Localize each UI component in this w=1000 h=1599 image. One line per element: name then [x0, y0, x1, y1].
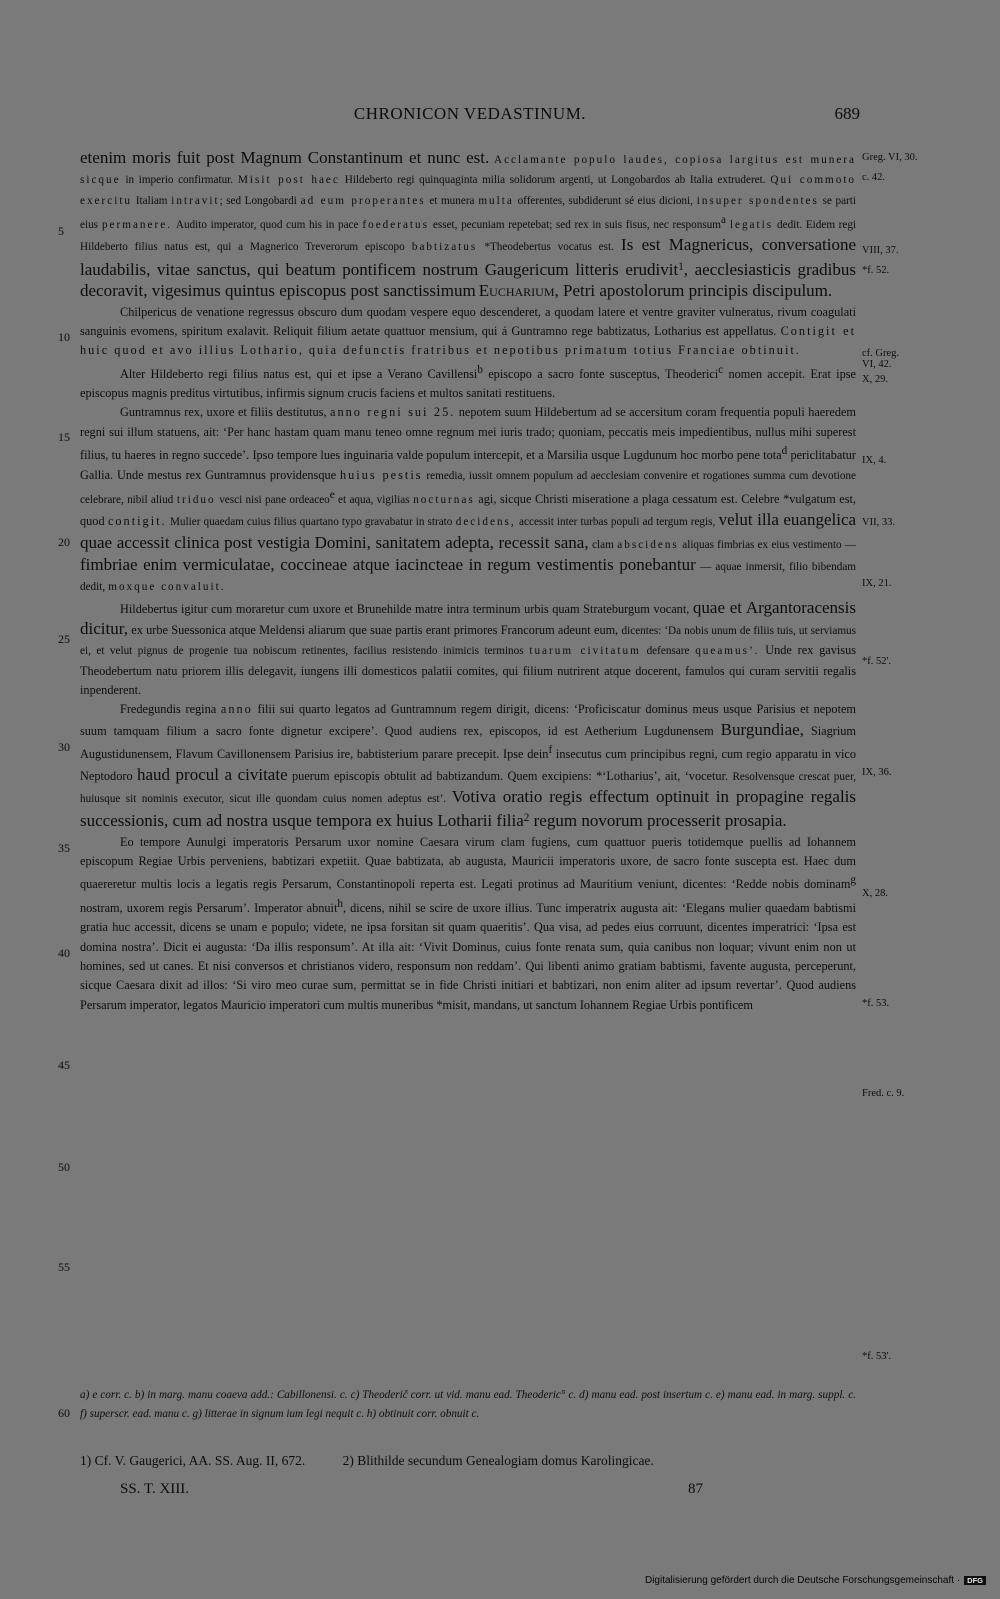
margin-ref: IX, 4.	[862, 455, 887, 466]
margin-ref: VI, 42.	[862, 359, 892, 370]
line-number: 60	[58, 1406, 70, 1420]
margin-ref: c. 42.	[862, 172, 886, 183]
line-number: 15	[58, 430, 70, 444]
margin-ref: VII, 33.	[862, 517, 895, 528]
page-number: 689	[834, 104, 860, 123]
paragraph-7: Eo tempore Aunulgi imperatoris Persarum uxor nomine Caesara virum clam fugiens, cum quattuor pueris totidemque puellis ad Iohannem episcopum Regiae Urbis perveniens, babtizari expetiit. Quae babtizata, ab augusta, Mauricii imperatoris uxore, de sacro fonte suscepta est. Haec dum quaereretur multis locis a legatis regis Persarum, Constantinopoli reperta est. Legati protinus ad Mauritium veniunt, dicentes: ‘Redde nobis dominam$^g$ nostram, uxorem regis Persarum’. Imperator abnuit$^h$, dicens, nihil se scire de uxore illius. Tunc imperatrix augusta ait: ‘Elegans mulier quaedam babtismi gratia huc accessit, dicens se unam e populo; videte, ne ipsa forsitan sit quam quaeritis’. Qua visa, ad pedes eius corruunt, dicentes imperatrici: ‘Ipsa est domina nostra’. Dicit ei augusta: ‘Da illis responsum’. At illa ait: ‘Vivit Dominus, cuius fonte renata sum, quia canibus non loquar; vivunt enim non ut homines, sed ut canes. Et nisi conversos et christianos videro, responsum non reddam’. Qui libenti animo gratiam babtismi, favente augusta, perceperunt, sicque Caesara dixit ad illos: ‘Si viro meo curae sum, permittat se in fide Christi initiari et babtizari, non enim aliter ad ipsum revertar’. Quod audiens Persarum imperator, legatos Mauricio imperatori cum multis muneribus *misit, mandans, ut sanctum Iohannem Regiae Urbis pontificem	[80, 834, 856, 1012]
margin-ref: Fred. c. 9.	[862, 1088, 905, 1099]
line-number: 25	[58, 632, 70, 646]
main-text	[80, 148, 856, 1015]
line-number: 40	[58, 946, 70, 960]
line-number: 5	[58, 224, 64, 238]
line-number: 35	[58, 841, 70, 855]
margin-ref: X, 29.	[862, 374, 888, 385]
running-title: CHRONICON VEDASTINUM.	[353, 104, 587, 123]
footnote-2: 2) Blithilde secundum Genealogiam domus Karolingicae.	[342, 1453, 654, 1468]
margin-ref: *f. 52.	[862, 265, 890, 276]
digitization-credit	[645, 1575, 986, 1586]
margin-ref: IX, 36.	[862, 767, 892, 778]
paragraph-6: Fredegundis regina anno filii sui quarto legatos ad Guntramnum regem dirigit, dicens: ‘Proficiscatur dominus meus usque Parisius et nepotem suum tamquam filium a sacro fonte dignetur excipere’. Quod audiens rex, episcopos, id est Aetherium Lugdunensem Burgundiae, Siagrium Augustidunensem, Flavum Cavillonensem Parisius ire, babtisterium parare precepit. Ipse dein$^f$ insecutus cum principibus regni, cum regio apparatu in vico Neptodoro haud procul a civitate puerum episcopis obtulit ad babtizandum. Quem excipiens: *‘Lotharius’, ait, ‘vocetur. Resolvensque crescat puer, huiusque sit nominis executor, sicut ille quondam cuius nomen adeptus est’. Votiva oratio regis effectum optinuit in propagine regalis successionis, cum ad nostra usque tempora ex huius Lotharii filia$^2$ regum novorum processerit prosapia.	[80, 702, 857, 831]
paragraph-3: Alter Hildeberto regi filius natus est, qui et ipse a Verano Cavillensi$^b$ episcopo a sacro fonte susceptus, Theoderici$^c$ nomen accepit. Erat ipse episcopus magnis preditus virtutibus, infirmis signum crucis faciens et multos sanitati restituens.	[80, 363, 856, 401]
footnote-1: 1) Cf. V. Gaugerici, AA. SS. Aug. II, 672.	[80, 1453, 306, 1468]
line-number: 30	[58, 740, 70, 754]
margin-ref: cf. Greg.	[862, 348, 900, 359]
line-number: 10	[58, 330, 70, 344]
paragraph-1: etenim moris fuit post Magnum Constantinum et nunc est. Acclamante populo laudes, copiosa largitus est munera sicque in imperio confirmatur. Misit post haec Hildeberto regi quinquaginta milia solidorum argenti, ut Longobardos ab Italia extruderet. Qui commoto exercitu Italiam intravit; sed Longobardi ad eum properantes et munera multa offerentes, subdiderunt sé eius dicioni, insuper spondentes se parti eius permanere. Audito imperator, quod cum his in pace foederatus esset, pecuniam repetebat; sed rex in suis fisus, nec responsum$^a$ legatis dedit. Eidem regi Hildeberto filius natus est, qui a Magnerico Treverorum episcopo babtizatus *Theodebertus vocatus est. Is est Magnericus, conversatione laudabilis, vitae sanctus, qui beatum pontificem nostrum Gaugericum litteris erudivit$^1$, aecclesiasticis gradibus decoravit, vigesimus quintus episcopus post sanctissimum Eucharium, Petri apostolorum principis discipulum.	[80, 148, 857, 301]
dfg-logo-icon: DFG	[964, 1576, 986, 1585]
line-number: 45	[58, 1058, 70, 1072]
margin-ref: *f. 53'.	[862, 1351, 892, 1362]
paragraph-2: Chilpericus de venatione regressus obscuro dum quodam vespere equo descenderet, a quodam latere et ventre graviter vulneratus, rivum coagulati sanguinis evomens, spiritum exalavit. Reliquit filium aetate quattuor mensium, qui á Guntramno rege babtizatus, Lotharius est appellatus. Contigit et huic quod et avo illius Lothario, quia defunctis fratribus et nepotibus primatum totius Franciae obtinuit.	[80, 304, 856, 358]
running-header	[80, 104, 860, 128]
paragraph-4: Guntramnus rex, uxore et filiis destitutus, anno regni sui 25. nepotem suum Hildebertum ad se accersitum coram frequentia populi haeredem regni sui illum statuens, ait: ‘Per hanc hastam quam manu teneo omne regnum mei iuris trado; quoniam, peccatis meis impedientibus, nullus mihi superest filius, tu haeres in regno succede’. Ipso tempore lues inguinaria valde populum intercepit, et a Marsilia usque Lugdunum hoc morbo pene tota$^d$ periclitabatur Gallia. Unde mestus rex Guntramnus providensque huius pestis remedia, iussit omnem populum ad aecclesiam convenire et rogationes summa cum devotione celebrare, nibil aliud triduo vesci nisi pane ordeaceo$^e$ et aqua, vigilias nocturnas agi, sicque Christi miseratione a plaga cessatum est. Celebre *vulgatum est, quod contigit. Mulier quaedam cuius filius quartano typo gravabatur in strato decidens, accessit inter turbas populi ad tergum regis, velut illa euangelica quae accessit clinica post vestigia Domini, sanitatem adepta, recessit sana, clam abscidens aliquas fimbrias ex eius vestimento — fimbriae enim vermiculatae, coccineae atque iacincteae in regum vestimentis ponebantur — aquae inmersit, filio bibendam dedit, moxque convaluit.	[80, 405, 857, 594]
paragraph-5: Hildebertus igitur cum moraretur cum uxore et Brunehilde matre intra terminum urbis quam Strateburgum vocant, quae et Argantoracensis dicitur, ex urbe Suessonica atque Meldensi aliarum que suae partis erant primores Francorum adeunt eum, dicentes: ‘Da nobis unum de filiis tuis, ut serviamus ei, et velut pignus de progenie tua nobiscum retinentes, facilius resistendo inimicis terminos tuarum civitatum defensare queamus’. Unde rex gavisus Theodebertum natu priorem illis delegavit, iungens illi domesticos palatii comites, qui filium nutrirent atque docerent, famulos qui curam servitii regalis inpenderent.	[80, 597, 856, 698]
line-number: 20	[58, 535, 70, 549]
footnotes	[80, 1453, 856, 1469]
margin-ref: *f. 52'.	[862, 656, 892, 667]
margin-ref: Greg. VI, 30.	[862, 152, 918, 163]
line-number: 55	[58, 1260, 70, 1274]
line-number: 50	[58, 1160, 70, 1174]
sheet-number: 87	[688, 1481, 703, 1497]
margin-ref: X, 28.	[862, 888, 888, 899]
critical-apparatus: a) e corr. c. b) in marg. manu coaeva add.: Cabillonensi. c. c) Theoderič corr. ut vid. manu ead. Theoderic° c. d) manu ead. post insertum c. e) manu ead. in marg. suppl. c. f) superscr. ead. manu c. g) litterae in signum ium legi nequit c. h) obtinuit corr. obnuit c.	[80, 1389, 856, 1420]
margin-ref: *f. 53.	[862, 998, 890, 1009]
volume-signature: SS. T. XIII.	[120, 1481, 190, 1497]
margin-ref: VIII, 37.	[862, 245, 899, 256]
credit-text: Digitalisierung gefördert durch die Deutsche Forschungsgemeinschaft ·	[644, 1575, 961, 1586]
margin-ref: IX, 21.	[862, 578, 892, 589]
